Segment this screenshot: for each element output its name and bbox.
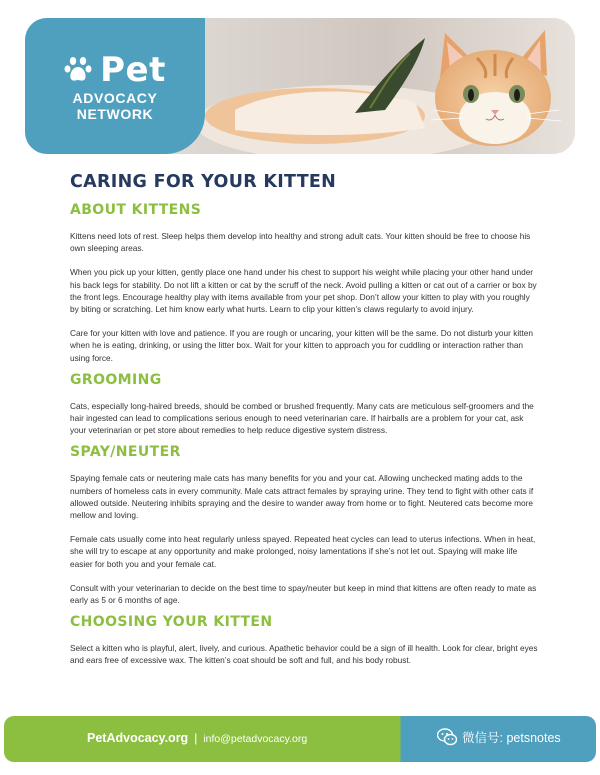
paragraph: Spaying female cats or neutering male cats has many benefits for you and your cat. Allowing unchecked mating adds to the numbers of homeless cats in every community. Male cats attract females by spraying urine. They tend to fight with other cats if allowed outside. Neutering inhibits spraying and the desire to wander away from home or to fight. Neutered cats become more mellow and loving.: [70, 473, 534, 521]
paragraph: Select a kitten who is playful, alert, lively, and curious. Apathetic behavior could be a sign of ill health. Look for clear, bright eyes and ears free of excessive wax. The kitten’s coat should be soft and full, and his body robust.: [70, 643, 538, 666]
logo-line-advocacy: ADVOCACY: [72, 90, 158, 106]
wechat-icon: [437, 728, 457, 746]
paragraph: Cats, especially long-haired breeds, should be combed or brushed frequently. Many cats are meticulous self-groomers and the hair ingested can lead to complications serious enough to need veterinarian care. If hairballs are a problem for your cat, ask your veterinarian or pet store about remedies to help reduce digestive system distress.: [70, 400, 534, 436]
paw-icon: [64, 55, 94, 85]
paragraph: When you pick up your kitten, gently place one hand under his chest to support his weight while placing your other hand under his back legs for stability. Do not lift a kitten or cat by the scruff of the neck. Avoid pulling a kitten or cat out of a carrier or box by the front legs. Encourage healthy play with items available from your pet shop. Don’t allow your kitten to play with you roughly by biting or scratching. Let him know early what hurts. Learn to clip your kitten’s claws regularly to avoid injury.: [70, 267, 537, 315]
section-heading-choosing-your-kitten: CHOOSING YOUR KITTEN: [70, 614, 273, 631]
watermark: [437, 728, 561, 746]
watermark-text: 微信号: petsnotes: [462, 731, 561, 745]
footer-contact: [87, 731, 307, 745]
footer-bar: [4, 716, 596, 762]
logo[interactable]: [25, 18, 205, 154]
logo-line-network: NETWORK: [76, 106, 154, 122]
page-title: CARING FOR YOUR KITTEN: [70, 172, 337, 192]
kitten-photo: [195, 18, 575, 154]
section-heading-about-kittens: ABOUT KITTENS: [70, 202, 202, 218]
section-heading-spay-neuter: SPAY/NEUTER: [70, 444, 181, 461]
section-heading-grooming: GROOMING: [70, 371, 162, 388]
logo-pet-text: Pet: [100, 50, 166, 90]
paragraph: Care for your kitten with love and patience. If you are rough or uncaring, your kitten will be the same. Do not disturb your kitten when he is eating, drinking, or using the litter box. Wait for your kitten to approach you for cuddling or interaction rather than using force.: [70, 328, 534, 363]
main-content: [70, 172, 540, 679]
logo-mark: [64, 50, 166, 90]
paragraph: Consult with your veterinarian to decide on the best time to spay/neuter but keep in mind that kittens are often ready to mate as early as 5 or 6 months of age.: [70, 582, 537, 606]
paragraph: Female cats usually come into heat regularly unless spayed. Repeated heat cycles can lead to uterus infections. When in heat, she will try to escape at any opportunity and make prolonged, noisy lamentations if she’s not let out. Spaying will make life easier for both you and your female cat.: [70, 534, 536, 569]
email-link[interactable]: info@petadvocacy.org: [203, 733, 308, 745]
website-link[interactable]: PetAdvocacy.org: [87, 731, 189, 745]
paragraph: Kittens need lots of rest. Sleep helps them develop into healthy and strong adult cats. Your kitten should be free to choose his own sleeping areas.: [70, 231, 531, 254]
footer-separator: |: [194, 731, 198, 745]
